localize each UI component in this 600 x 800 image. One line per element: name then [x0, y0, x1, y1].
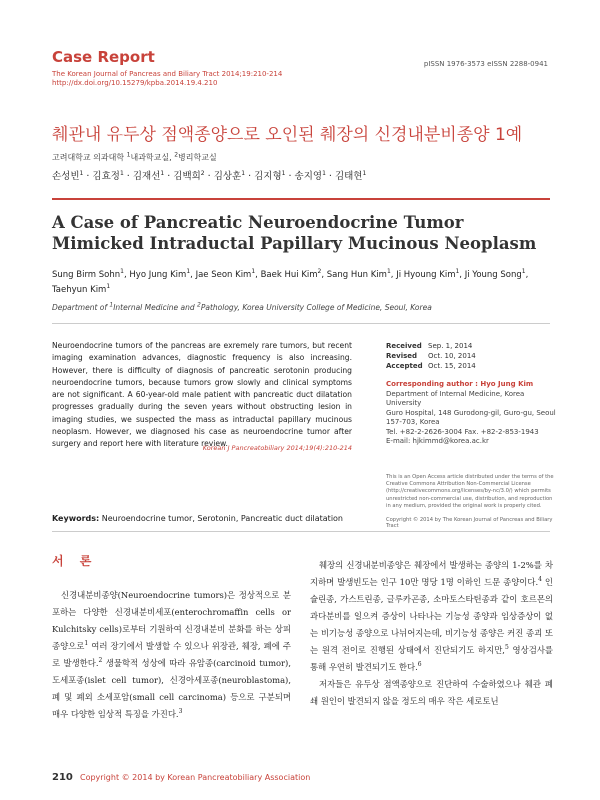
title-divider	[52, 198, 550, 200]
affil-mark: 1	[160, 169, 165, 177]
text-run: 영상검사를 통해 우연히 발견되기도 한다.	[310, 645, 553, 672]
date-value: Oct. 15, 2014	[428, 362, 476, 370]
text-run: 여러 장기에서 발생할 수 있으나 위장관, 췌장, 폐에 주로 발생한다.	[52, 641, 291, 668]
paragraph	[52, 587, 291, 723]
affil-dept-1: 내과학교실,	[130, 153, 175, 162]
korean-title: 췌관내 유두상 점액종양으로 오인된 췌장의 신경내분비종양 1예	[52, 125, 523, 145]
affil-mark: 1	[362, 169, 367, 177]
keywords	[52, 514, 343, 523]
english-author-name: Ji Hyoung Kim	[396, 270, 456, 280]
date-label: Received	[386, 342, 422, 350]
journal-copyright-note: Copyright © 2014 by The Korean Journal of Pancreas and Biliary Tract	[386, 517, 553, 529]
abstract: Neuroendocrine tumors of the pancreas are exremely rare tumors, but recent imaging examination advances, diagnostic frequency is also increasing. However, there is difficulty of diagnosis of pancreatic serotonin producing neuroendocrine tumors, because tumors grow slowly and clinical symptoms are not significant. A 60-year-old male patient with pancreatic duct dilatation progresses gradually during the seven years without obstructing lesion in imaging studies, we suspected the mass as intraductal papillary mucinous neoplasm. However, we diagnosed his case as neuroendocrine tumor after surgery and report here with literature review.	[52, 341, 352, 449]
citation-ref: 1	[84, 640, 89, 648]
date-value: Sep. 1, 2014	[428, 342, 473, 350]
corresponding-header: Corresponding author : Hyo Jung Kim	[386, 380, 534, 388]
dept-internal-medicine: Internal Medicine and	[113, 303, 198, 312]
paragraph: 저자들은 유두상 점액종양으로 진단하여 수술하였으나 췌관 폐쇄 원인이 발견되지 않을 정도의 매우 작은 세로토닌	[310, 679, 553, 706]
keywords-divider	[52, 531, 550, 532]
korean-author-name: 김지형	[254, 171, 282, 182]
text-run: 인슐린종, 가스트린종, 글루카곤종, 소마토스타틴종과 같이 호르몬의 과다분비를 일으켜 증상이 나타나는 기능성 종양과 임상증상이 없는 비기능성 종양으로 나뉘어지는데, 비기능성 종양은 커진 종괴 또는 원격 전이로 진행된 상태에서 진단되기도 하지만,	[310, 577, 553, 655]
author-separator: ·	[245, 171, 255, 182]
date-received	[386, 341, 476, 351]
affil-mark: 1	[521, 268, 526, 276]
citation-ref: 2	[98, 657, 103, 665]
english-author-name: Sang Hun Kim	[326, 270, 387, 280]
affil-mark: 1	[119, 169, 124, 177]
korean-affiliation	[52, 152, 217, 163]
text-run: 췌장의 신경내분비종양은 췌장에서 발생하는 종양의 1-2%를 차지하며 발생빈도는 인구 10만 명당 1명 이하인 드문 종양이다.	[310, 560, 553, 587]
affil-mark: 1	[109, 301, 114, 309]
author-separator: ·	[164, 171, 174, 182]
korean-author-name: 김백희	[173, 171, 201, 182]
korean-author-name: 김재선	[132, 171, 161, 182]
author-separator: ,	[459, 270, 465, 280]
citation-ref: 6	[417, 661, 422, 669]
dept-prefix: Department of	[52, 303, 110, 312]
author-separator: ·	[83, 171, 93, 182]
email[interactable]: E-mail: hjkimmd@korea.ac.kr	[386, 437, 489, 445]
date-accepted	[386, 361, 476, 371]
affil-mark: 1	[120, 268, 124, 276]
dept-pathology: Pathology, Korea University College of Medicine, Seoul, Korea	[200, 303, 432, 312]
affil-mark: 2	[200, 169, 205, 177]
korean-author-name: 송지영	[294, 171, 323, 182]
date-label: Accepted	[386, 362, 423, 370]
korean-author-name: 손성빈	[52, 171, 80, 182]
author-separator: ·	[285, 171, 295, 182]
author-separator: ,	[390, 270, 397, 280]
citation-ref: 5	[504, 644, 509, 652]
affil-mark: 1	[322, 169, 326, 177]
affil-mark: 1	[106, 283, 111, 291]
affil-mark: 1	[251, 268, 256, 276]
korean-author-name: 김효정	[92, 171, 120, 182]
section-heading-introduction: 서 론	[52, 554, 98, 568]
address-line: Department of Internal Medicine, Korea University	[386, 389, 525, 407]
page-number: 210	[52, 772, 73, 783]
date-revised	[386, 351, 476, 361]
affil-mark: 2	[174, 151, 179, 159]
address-line: 157-703, Korea	[386, 418, 440, 426]
affil-mark: 2	[197, 301, 201, 309]
english-author-name: Taehyun Kim	[52, 285, 107, 295]
korean-author-name: 김상훈	[213, 171, 242, 182]
author-separator: ,	[255, 270, 261, 280]
article-dates	[386, 341, 476, 371]
address-line: Guro Hospital, 148 Gurodong-gil, Guro-gu, Seoul	[386, 408, 556, 417]
affil-mark: 1	[281, 169, 286, 177]
journal-citation: The Korean Journal of Pancreas and Biliary Tract 2014;19:210-214	[52, 70, 283, 78]
doi-link[interactable]: http://dx.doi.org/10.15279/kpba.2014.19.4.210	[52, 79, 218, 87]
body-column-right	[310, 557, 553, 710]
affil-university: 고려대학교 의과대학	[52, 153, 127, 162]
affil-mark: 2	[317, 268, 322, 276]
english-title: A Case of Pancreatic Neuroendocrine Tumor Mimicked Intraductal Papillary Mucinous Neoplasm	[52, 213, 537, 253]
affil-dept-2: 병리학교실	[178, 153, 217, 162]
open-access-notice: This is an Open Access article distributed under the terms of the Creative Commons Attribution Non-Commercial License (http://creativecommons.org/licenses/by-nc/3.0/) which permits unrestricted non-commercial use, distribution, and reproduction in any medium, provided the original work is properly cited.	[386, 474, 554, 509]
citation-ref: 4	[538, 576, 542, 584]
english-author-name: Baek Hui Kim	[260, 270, 318, 280]
abstract-citation: Korean J Pancreatobiliary 2014;19(4):210-214	[202, 444, 352, 452]
author-separator: ·	[123, 171, 133, 182]
author-separator: ,	[124, 270, 130, 280]
author-separator: ,	[525, 270, 529, 280]
date-value: Oct. 10, 2014	[428, 352, 476, 360]
issn: pISSN 1976-3573 eISSN 2288-0941	[423, 60, 548, 68]
date-label: Revised	[386, 352, 418, 360]
author-separator: ·	[204, 171, 214, 182]
section-divider	[52, 323, 550, 324]
phone-fax: Tel. +82-2-2626-3004 Fax. +82-2-853-1943	[386, 427, 539, 436]
affil-mark: 1	[455, 268, 460, 276]
english-author-name: Sung Birm Sohn	[52, 270, 121, 280]
english-authors	[52, 268, 552, 298]
affil-mark: 1	[241, 169, 246, 177]
affil-mark: 1	[386, 268, 391, 276]
affil-mark: 1	[126, 151, 131, 159]
paragraph	[310, 557, 553, 676]
english-affiliation	[52, 303, 432, 312]
author-separator: ,	[321, 270, 327, 280]
corresponding-author	[386, 380, 556, 447]
footer-copyright: Copyright © 2014 by Korean Pancreatobiliary Association	[80, 773, 311, 782]
body-column-left	[52, 587, 291, 723]
english-author-name: Ji Young Song	[464, 270, 522, 280]
author-separator: ,	[190, 270, 196, 280]
article-type: Case Report	[52, 48, 155, 66]
english-author-name: Jae Seon Kim	[195, 270, 252, 280]
korean-author-name: 김태현	[334, 171, 363, 182]
korean-authors	[52, 168, 366, 182]
keywords-label: Keywords:	[52, 514, 100, 523]
text-run: 신경내분비종양(Neuroendocrine tumors)은 정상적으로 분포하는 다양한 신경내분비세포(enterochromaffin cells or Kulchitsky cells)로부터 기원하여 신경내분비 분화를 하는 상피 종양으로	[52, 590, 291, 651]
text-run: 생물학적 성상에 따라 유암종(carcinoid tumor), 도세포종(islet cell tumor), 신경아세포종(neuroblastoma), 폐 및 폐외 소세포암(small cell carcinoma) 등으로 구분되며 매우 다양한 임상적 특징을 가진다.	[52, 658, 291, 719]
citation-ref: 3	[178, 708, 183, 716]
author-separator: ·	[325, 171, 335, 182]
english-author-name: Hyo Jung Kim	[129, 270, 187, 280]
affil-mark: 1	[79, 169, 84, 177]
keywords-text: Neuroendocrine tumor, Serotonin, Pancreatic duct dilatation	[99, 514, 344, 523]
affil-mark: 1	[186, 268, 191, 276]
